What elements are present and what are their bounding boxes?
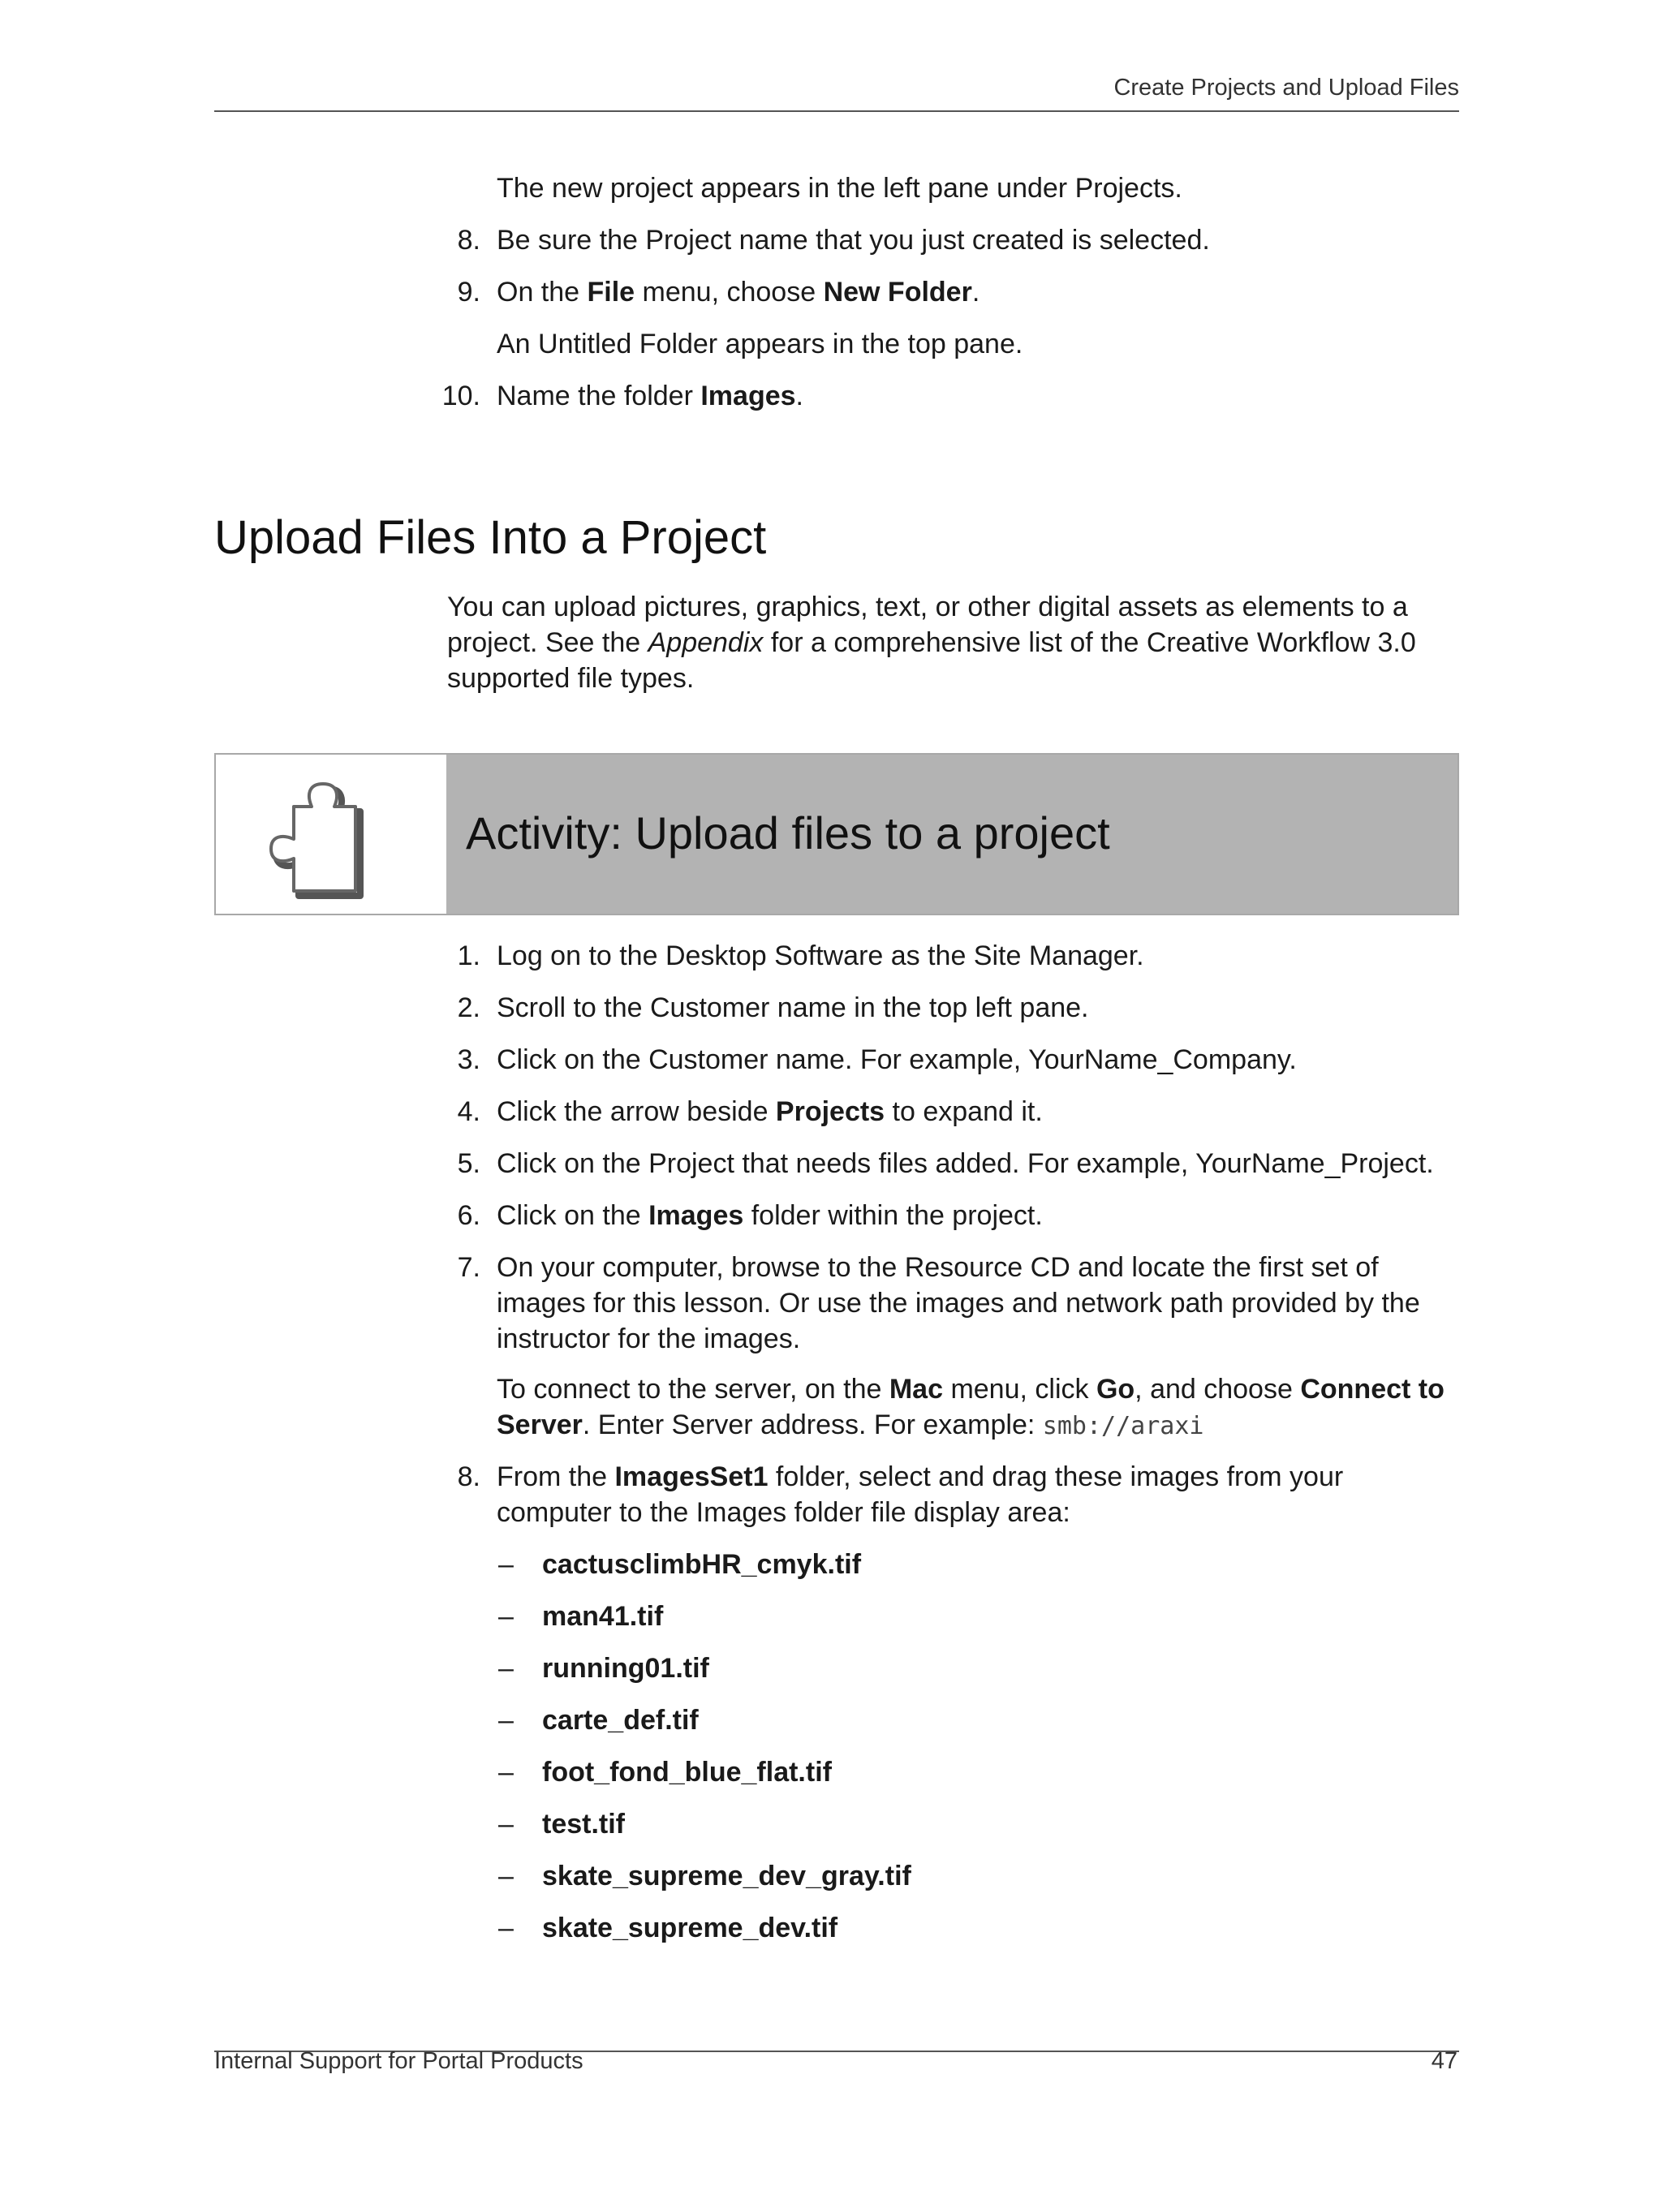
file-name-bold: carte_def.tif [542, 1705, 699, 1736]
step-number: 6. [457, 1200, 480, 1231]
text-run: On the [497, 277, 588, 308]
note-new-project: The new project appears in the left pane under Projects. [497, 173, 1182, 204]
file-name [542, 1910, 837, 1946]
images-set-folder-label: ImagesSet1 [614, 1461, 769, 1492]
file-name-bold: man41.tif [542, 1601, 664, 1632]
activity-title-cell [446, 755, 1457, 914]
appendix-reference: Appendix [648, 627, 764, 658]
list-dash: – [498, 1601, 514, 1632]
text-run: to expand it. [885, 1096, 1043, 1127]
text-run: Click on the [497, 1200, 649, 1231]
file-name-bold: foot_fond_blue_flat.tif [542, 1757, 832, 1788]
text-run: To connect to the server, on the [497, 1374, 889, 1405]
file-name [542, 1806, 625, 1842]
file-name-bold: test.tif [542, 1809, 625, 1840]
list-dash: – [498, 1757, 514, 1788]
connect-server-note-line-2 [497, 1407, 1203, 1444]
section-title: Upload Files Into a Project [214, 511, 767, 564]
text-run: folder, select and drag these images from your [768, 1461, 1344, 1492]
activity-step-7-line-1: On your computer, browse to the Resource CD and locate the first set of [497, 1252, 1379, 1283]
text-run: From the [497, 1461, 615, 1492]
menu-item-new-folder: New Folder [823, 277, 972, 308]
text-run: project. See the [447, 627, 648, 658]
section-paragraph-line-1: You can upload pictures, graphics, text, or other digital assets as elements to a [447, 592, 1408, 622]
activity-step-5: Click on the Project that needs files added. For example, YourName_Project. [497, 1148, 1434, 1179]
text-run: Name the folder [497, 381, 701, 411]
text-run: menu, choose [635, 277, 824, 308]
step-number: 8. [457, 225, 480, 256]
menu-item-connect-to: Connect to [1300, 1374, 1445, 1405]
menu-item-go: Go [1096, 1374, 1135, 1405]
step-number: 3. [457, 1044, 480, 1075]
file-name-bold: running01.tif [542, 1653, 709, 1684]
list-dash: – [498, 1549, 514, 1580]
list-dash: – [498, 1705, 514, 1736]
menu-name-file: File [587, 277, 635, 308]
file-name [542, 1547, 861, 1582]
menu-item-server: Server [497, 1409, 583, 1440]
file-name [542, 1599, 663, 1634]
step-number: 4. [457, 1096, 480, 1127]
step-number: 8. [457, 1461, 480, 1492]
step-8-text: Be sure the Project name that you just created is selected. [497, 225, 1210, 256]
step-number: 5. [457, 1148, 480, 1179]
activity-step-7-line-2: images for this lesson. Or use the images and network path provided by the [497, 1288, 1420, 1319]
activity-step-2: Scroll to the Customer name in the top left pane. [497, 992, 1089, 1023]
step-number: 1. [457, 940, 480, 971]
header-rule [214, 110, 1459, 112]
activity-step-6 [497, 1198, 1043, 1233]
text-run: menu, click [943, 1374, 1096, 1405]
step-number: 7. [457, 1252, 480, 1283]
puzzle-piece-icon [216, 755, 446, 914]
section-paragraph-line-2 [447, 625, 1416, 661]
activity-step-1: Log on to the Desktop Software as the Site Manager. [497, 940, 1144, 971]
step-9-text [497, 274, 980, 310]
text-run: for a comprehensive list of the Creative Workflow 3.0 [763, 627, 1416, 658]
images-folder-label: Images [648, 1200, 744, 1231]
footer-title: Internal Support for Portal Products [214, 2048, 583, 2074]
file-name-bold: skate_supreme_dev_gray.tif [542, 1861, 911, 1891]
text-run: folder within the project. [743, 1200, 1043, 1231]
section-paragraph-line-3: supported file types. [447, 663, 695, 694]
activity-icon-cell [216, 755, 446, 914]
activity-step-8-line-2: computer to the Images folder file display area: [497, 1497, 1070, 1528]
folder-name-images: Images [700, 381, 796, 411]
text-run: . Enter Server address. For example: [582, 1409, 1043, 1440]
activity-step-8-line-1 [497, 1459, 1343, 1495]
file-name-bold: skate_supreme_dev.tif [542, 1913, 838, 1943]
text-run: . [795, 381, 803, 411]
page-number: 47 [1431, 2048, 1457, 2074]
menu-name-mac: Mac [889, 1374, 943, 1405]
activity-step-7-line-3: instructor for the images. [497, 1323, 801, 1354]
activity-step-3: Click on the Customer name. For example, YourName_Company. [497, 1044, 1297, 1075]
file-name [542, 1702, 699, 1738]
text-run: . [971, 277, 980, 308]
list-dash: – [498, 1861, 514, 1891]
step-number: 2. [457, 992, 480, 1023]
file-name [542, 1650, 709, 1686]
activity-title: Activity: Upload files to a project [466, 807, 1110, 859]
list-dash: – [498, 1809, 514, 1840]
activity-box [214, 753, 1459, 915]
connect-server-note-line-1 [497, 1371, 1445, 1407]
file-name-bold: cactusclimbHR_cmyk.tif [542, 1549, 862, 1580]
list-dash: – [498, 1653, 514, 1684]
file-name [542, 1754, 832, 1790]
note-untitled-folder: An Untitled Folder appears in the top pane. [497, 329, 1023, 359]
step-number: 9. [457, 277, 480, 308]
step-10-text [497, 378, 803, 414]
running-header: Create Projects and Upload Files [1113, 75, 1459, 101]
text-run: , and choose [1135, 1374, 1301, 1405]
text-run: Click the arrow beside [497, 1096, 776, 1127]
server-address-code: smb://araxi [1042, 1412, 1204, 1440]
list-dash: – [498, 1913, 514, 1943]
step-number: 10. [441, 381, 480, 411]
activity-step-4 [497, 1094, 1043, 1130]
file-name [542, 1858, 911, 1894]
projects-label: Projects [775, 1096, 885, 1127]
